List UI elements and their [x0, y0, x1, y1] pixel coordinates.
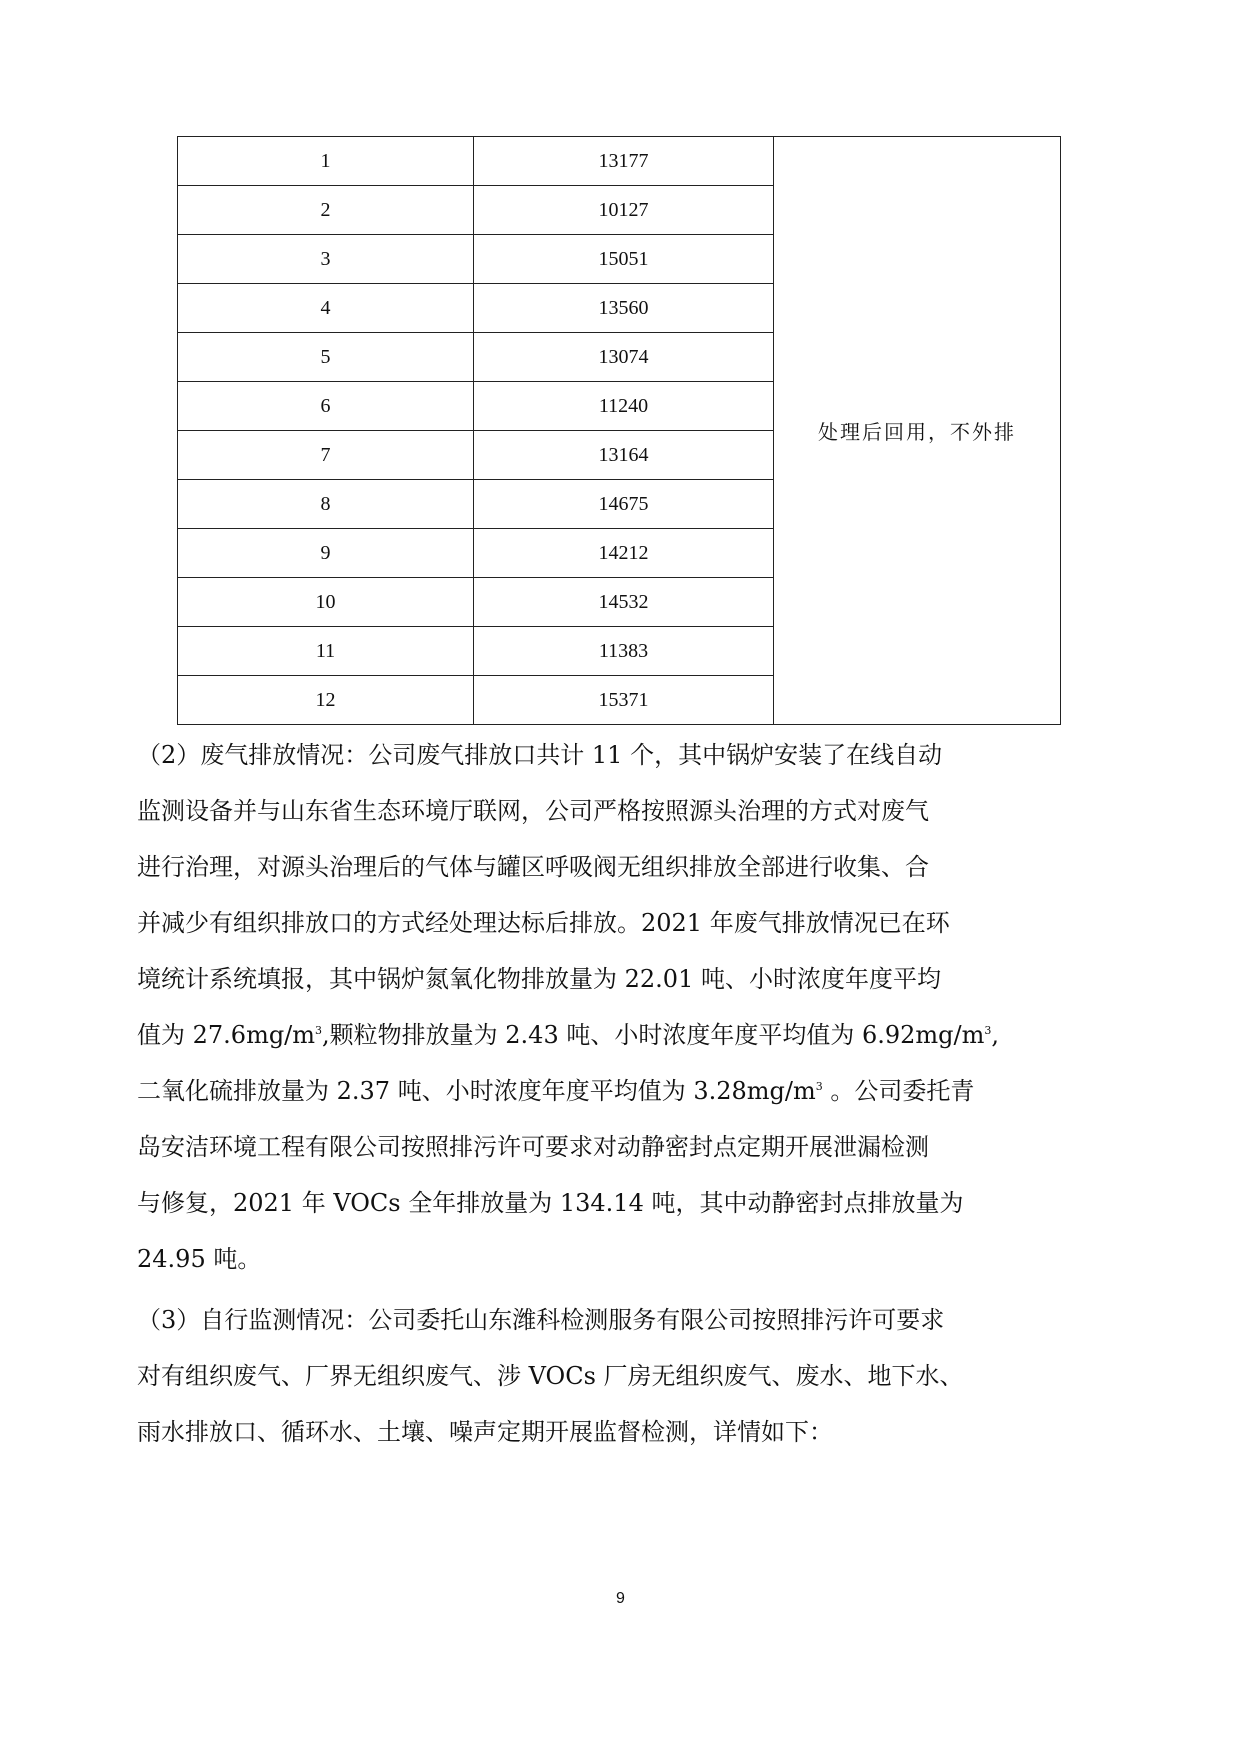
row-index-cell: 1 — [178, 137, 474, 186]
waste-gas-line-5: 境统计系统填报，其中锅炉氮氧化物排放量为 22.01 吨、小时浓度年度平均 — [137, 965, 941, 993]
discharge-table — [177, 136, 1061, 725]
row-value-cell: 15051 — [474, 235, 774, 284]
line6-part-c: , — [991, 1021, 1000, 1049]
row-index-cell: 11 — [178, 627, 474, 676]
waste-gas-line-6 — [137, 1015, 999, 1050]
waste-gas-paragraph — [137, 735, 1097, 1375]
page-number: 9 — [616, 1590, 625, 1607]
row-index-cell: 4 — [178, 284, 474, 333]
monitoring-paragraph — [137, 1300, 1097, 1500]
row-value-cell: 13074 — [474, 333, 774, 382]
waste-gas-line-3: 进行治理，对源头治理后的气体与罐区呼吸阀无组织排放全部进行收集、合 — [137, 853, 929, 881]
waste-gas-line-8: 岛安洁环境工程有限公司按照排污许可要求对动静密封点定期开展泄漏检测 — [137, 1133, 929, 1161]
row-value-cell: 14675 — [474, 480, 774, 529]
row-value-cell: 14532 — [474, 578, 774, 627]
table-row — [178, 137, 1061, 186]
row-index-cell: 9 — [178, 529, 474, 578]
line6-part-a: 值为 27.6mg/m — [137, 1021, 316, 1049]
treatment-note-cell: 处理后回用，不外排 — [774, 137, 1061, 725]
row-value-cell: 11240 — [474, 382, 774, 431]
monitoring-line-1: （3）自行监测情况：公司委托山东潍科检测服务有限公司按照排污许可要求 — [137, 1306, 945, 1334]
row-value-cell: 11383 — [474, 627, 774, 676]
row-index-cell: 2 — [178, 186, 474, 235]
monitoring-line-2: 对有组织废气、厂界无组织废气、涉 VOCs 厂房无组织废气、废水、地下水、 — [137, 1362, 964, 1390]
superscript-3: 3 — [984, 1024, 992, 1037]
line7-part-a: 二氧化硫排放量为 2.37 吨、小时浓度年度平均值为 3.28mg/m — [137, 1077, 816, 1105]
superscript-3: 3 — [815, 1080, 823, 1093]
line6-part-b: ,颗粒物排放量为 2.43 吨、小时浓度年度平均值为 6.92mg/m — [322, 1021, 985, 1049]
row-index-cell: 12 — [178, 676, 474, 725]
row-value-cell: 14212 — [474, 529, 774, 578]
row-index-cell: 7 — [178, 431, 474, 480]
row-value-cell: 13177 — [474, 137, 774, 186]
monitoring-line-3: 雨水排放口、循环水、土壤、噪声定期开展监督检测，详情如下： — [137, 1418, 833, 1446]
row-value-cell: 15371 — [474, 676, 774, 725]
waste-gas-line-10: 24.95 吨。 — [137, 1245, 262, 1273]
line7-part-b: 。公司委托青 — [822, 1077, 975, 1105]
row-index-cell: 8 — [178, 480, 474, 529]
waste-gas-line-1: （2）废气排放情况：公司废气排放口共计 11 个，其中锅炉安装了在线自动 — [137, 741, 943, 769]
row-index-cell: 5 — [178, 333, 474, 382]
waste-gas-line-4: 并减少有组织排放口的方式经处理达标后排放。2021 年废气排放情况已在环 — [137, 909, 950, 937]
row-index-cell: 10 — [178, 578, 474, 627]
row-value-cell: 10127 — [474, 186, 774, 235]
waste-gas-line-7 — [137, 1071, 974, 1106]
superscript-3: 3 — [315, 1024, 323, 1037]
row-value-cell: 13560 — [474, 284, 774, 333]
row-index-cell: 6 — [178, 382, 474, 431]
row-value-cell: 13164 — [474, 431, 774, 480]
row-index-cell: 3 — [178, 235, 474, 284]
waste-gas-line-9: 与修复，2021 年 VOCs 全年排放量为 134.14 吨，其中动静密封点排放量为 — [137, 1189, 964, 1217]
waste-gas-line-2: 监测设备并与山东省生态环境厅联网，公司严格按照源头治理的方式对废气 — [137, 797, 929, 825]
